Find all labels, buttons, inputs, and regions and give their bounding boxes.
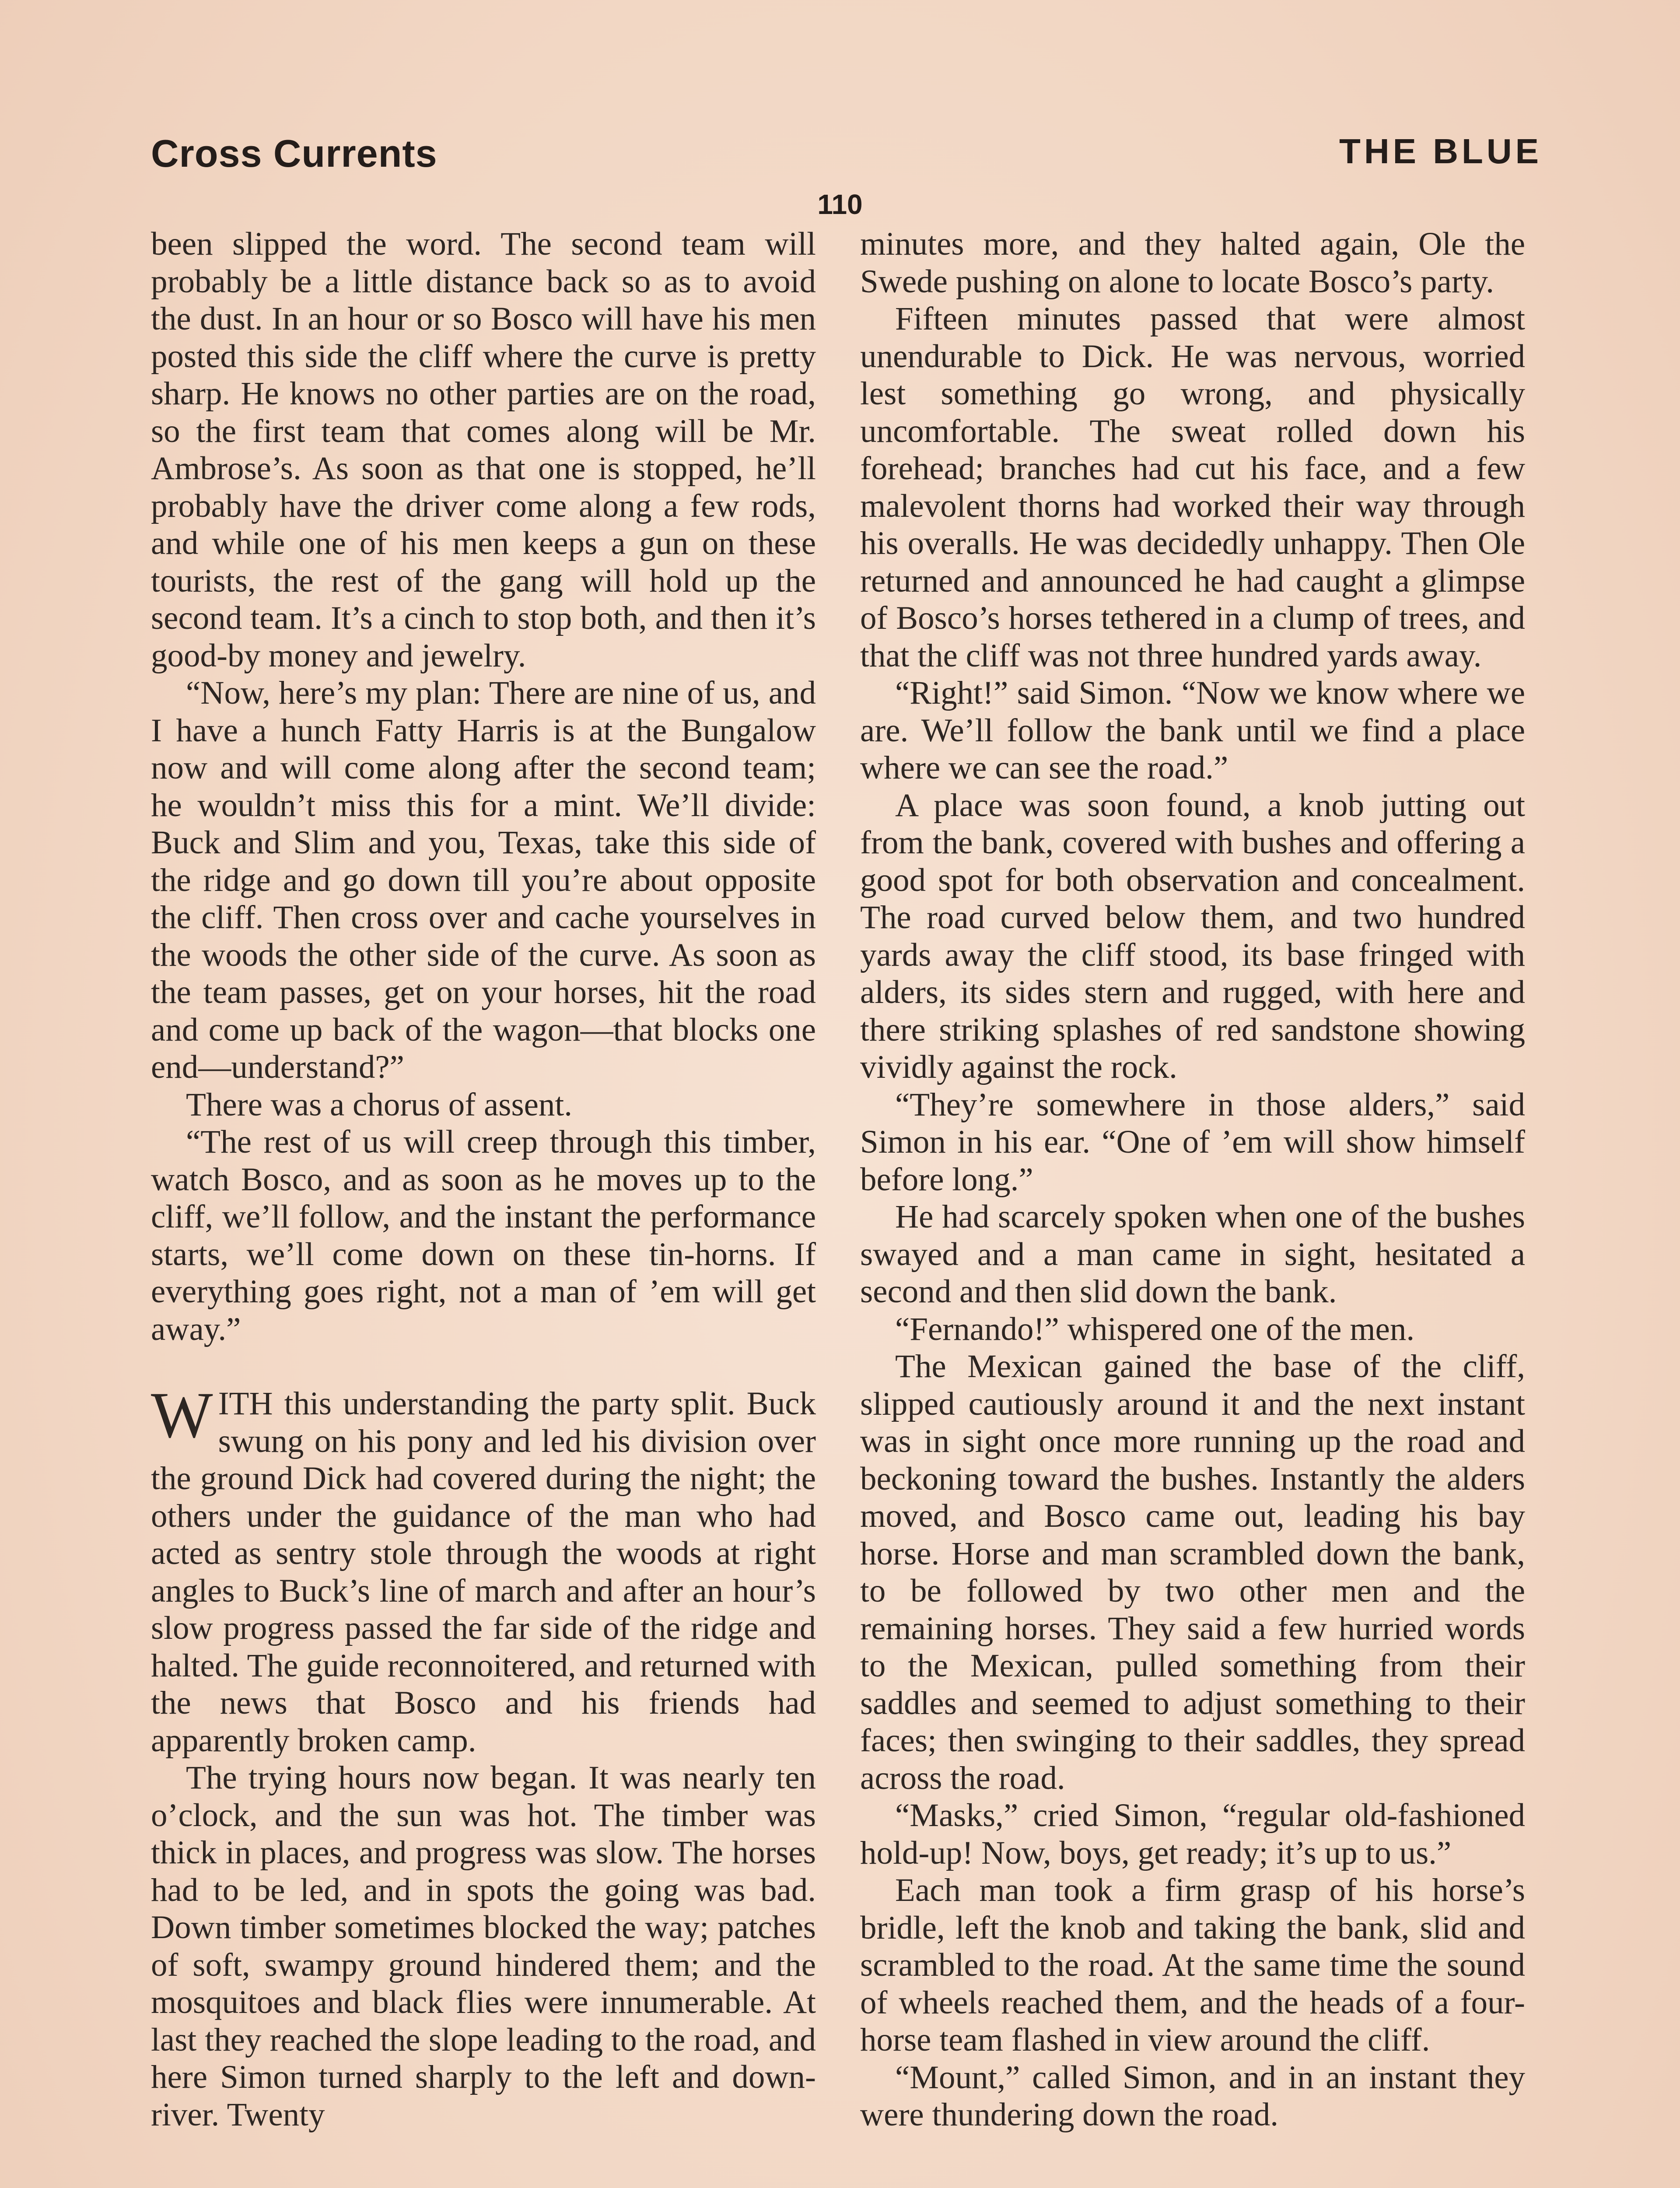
running-header — [151, 131, 1542, 184]
paragraph: Each man took a firm grasp of his horse’s bridle, left the knob and taking the bank, slid and scrambled to the road. At the same time the sound of wheels reached them, and the heads of a four-horse team flashed in view around the cliff. — [860, 1872, 1525, 2058]
magazine-title: THE BLUE — [1339, 132, 1542, 171]
drop-cap: W — [151, 1379, 213, 1452]
paragraph: minutes more, and they halted again, Ole the Swede pushing on alone to locate Bosco’s party. — [860, 226, 1525, 300]
page-number: 110 — [817, 189, 863, 220]
paragraph: “Now, here’s my plan: There are nine of us, and I have a hunch Fatty Harris is at the Bungalow now and will come along after the second team; he wouldn’t miss this for a mint. We’ll divide: Buck and Slim and you, Texas, take this side of the ridge and go down till you’re about opposite the cliff. Then cross over and cache yourselves in the woods the other side of the curve. As soon as the team passes, get on your horses, hit the road and come up back of the wagon—that blocks one end—understand?” — [151, 675, 816, 1085]
story-title: Cross Currents — [151, 132, 438, 175]
paragraph: “The rest of us will creep through this timber, watch Bosco, and as soon as he moves up to the cliff, we’ll follow, and the instant the performance starts, we’ll come down on these tin-horns. If everything goes right, not a man of ’em will get away.” — [151, 1124, 816, 1347]
paragraph: “Mount,” called Simon, and in an instant they were thundering down the road. — [860, 2059, 1525, 2133]
paragraph: “Fernando!” whispered one of the men. — [895, 1311, 1415, 1347]
section-paragraph — [151, 1379, 816, 1759]
paragraph: Fifteen minutes passed that were almost unendurable to Dick. He was nervous, worried lest something go wrong, and physically uncomfortable. The sweat rolled down his forehead; branches had cut his face, and a few malevolent thorns had worked their way through his overalls. He was decidedly unhappy. Then Ole returned and announced he had caught a glimpse of Bosco’s horses tethered in a clump of trees, and that the cliff was not three hundred yards away. — [860, 301, 1525, 674]
paragraph: The trying hours now began. It was nearly ten o’clock, and the sun was hot. The timber was thick in places, and progress was slow. The horses had to be led, and in spots the going was bad. Down timber sometimes blocked the way; patches of soft, swampy ground hindered them; and the mosquitoes and black flies were innumerable. At last they reached the slope leading to the road, and here Simon turned sharply to the left and down-river. Twenty — [151, 1760, 816, 2133]
paragraph: There was a chorus of assent. — [186, 1086, 573, 1123]
paragraph: A place was soon found, a knob jutting out from the bank, covered with bushes and offering a good spot for both observation and concealment. The road curved below them, and two hundred yards away the cliff stood, its base fringed with alders, its sides stern and rugged, with here and there striking splashes of red sandstone showing vividly against the rock. — [860, 787, 1525, 1085]
paragraph: been slipped the word. The second team will probably be a little distance back so as to avoid the dust. In an hour or so Bosco will have his men posted this side the cliff where the curve is pretty sharp. He knows no other parties are on the road, so the first team that comes along will be Mr. Ambrose’s. As soon as that one is stopped, he’ll probably have the driver come along a few rods, and while one of his men keeps a gun on these tourists, the rest of the gang will hold up the second team. It’s a cinch to stop both, and then it’s good-by money and jewelry. — [151, 226, 816, 674]
right-column — [860, 225, 1525, 2134]
left-column — [151, 225, 816, 2133]
paragraph: The Mexican gained the base of the cliff, slipped cautiously around it and the next instant was in sight once more running up the road and beckoning toward the bushes. Instantly the alders moved, and Bosco came out, leading his bay horse. Horse and man scrambled down the bank, to be followed by two other men and the remaining horses. They said a few hurried words to the Mexican, pulled something from their saddles and seemed to adjust something to their faces; then swinging to their saddles, they spread across the road. — [860, 1348, 1525, 1796]
paragraph: “Masks,” cried Simon, “regular old-fashioned hold-up! Now, boys, get ready; it’s up to us.” — [860, 1797, 1525, 1871]
paragraph: “They’re somewhere in those alders,” said Simon in his ear. “One of ’em will show himself before long.” — [860, 1086, 1525, 1198]
paragraph: “Right!” said Simon. “Now we know where we are. We’ll follow the bank until we find a place where we can see the road.” — [860, 675, 1525, 786]
section-text: ITH this understanding the party split. Buck swung on his pony and led his division over the ground Dick had covered during the night; the others under the guidance of the man who had acted as sentry stole through the woods at right angles to Buck’s line of march and after an hour’s slow progress passed the far side of the ridge and halted. The guide reconnoitered, and returned with the news that Bosco and his friends had apparently broken camp. — [151, 1385, 816, 1759]
paragraph: He had scarcely spoken when one of the bushes swayed and a man came in sight, hesitated a second and then slid down the bank. — [860, 1199, 1525, 1310]
